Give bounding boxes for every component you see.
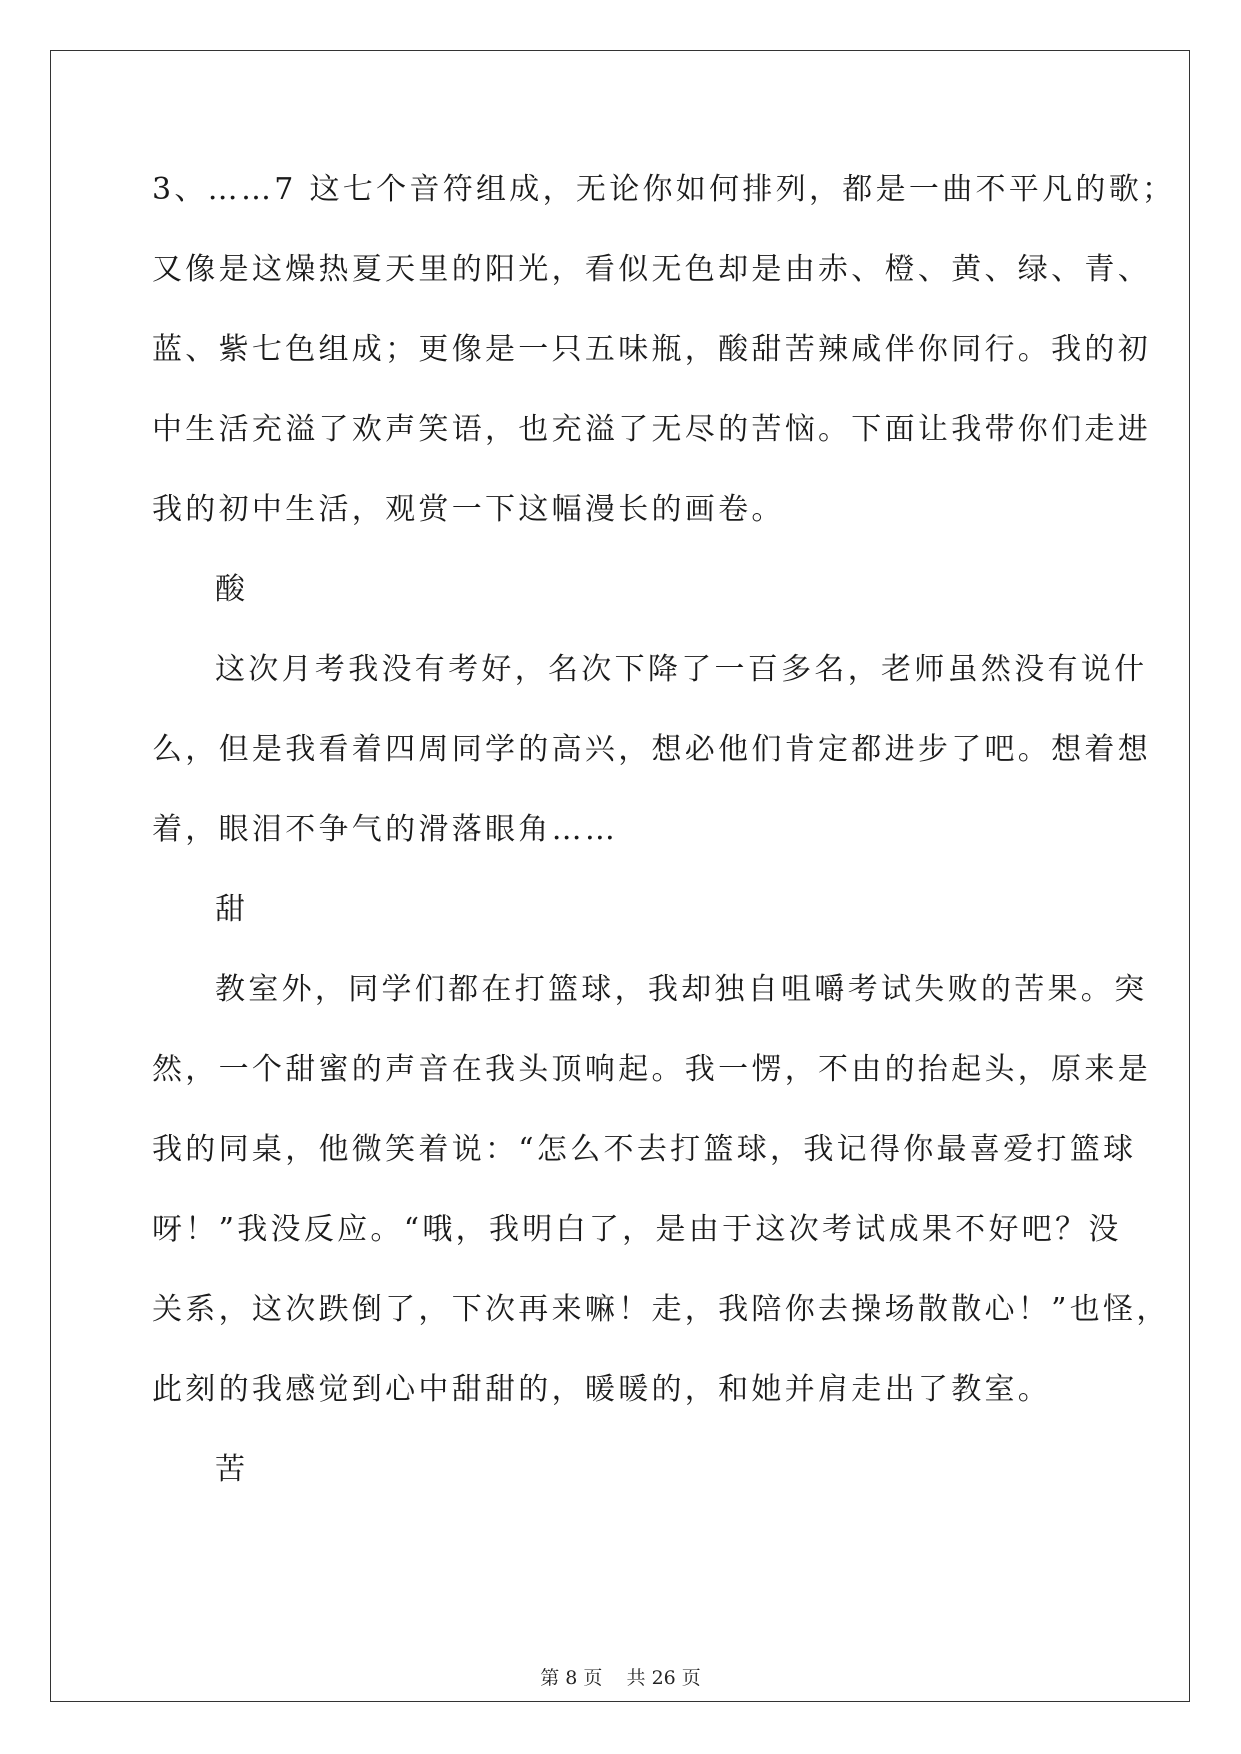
paragraph-line: 关系，这次跌倒了，下次再来嘛！走，我陪你去操场散散心！”也怪， <box>152 1292 1170 1327</box>
paragraph-line: 么，但是我看着四周同学的高兴，想必他们肯定都进步了吧。想着想 <box>152 732 1151 767</box>
paragraph-line: 然，一个甜蜜的声音在我头顶响起。我一愣，不由的抬起头，原来是 <box>152 1052 1151 1087</box>
paragraph-line: 我的同桌，他微笑着说：“怎么不去打篮球，我记得你最喜爱打篮球 <box>152 1132 1137 1167</box>
paragraph-line: 3、……7 这七个音符组成，无论你如何排列，都是一曲不平凡的歌； <box>152 172 1176 207</box>
paragraph-line: 蓝、紫七色组成；更像是一只五味瓶，酸甜苦辣咸伴你同行。我的初 <box>152 332 1151 367</box>
document-body <box>152 165 1176 1525</box>
page-footer <box>0 1666 1241 1690</box>
paragraph-line: 呀！”我没反应。“哦，我明白了，是由于这次考试成果不好吧？没 <box>152 1212 1122 1247</box>
section-heading: 酸 <box>215 572 249 607</box>
section-heading: 甜 <box>215 892 249 927</box>
paragraph-line: 教室外，同学们都在打篮球，我却独自咀嚼考试失败的苦果。突 <box>215 972 1148 1007</box>
section-heading: 苦 <box>215 1452 249 1487</box>
page-total: 共 26 页 <box>626 1667 701 1689</box>
paragraph-line: 中生活充溢了欢声笑语，也充溢了无尽的苦恼。下面让我带你们走进 <box>152 412 1151 447</box>
paragraph-line: 又像是这燥热夏天里的阳光，看似无色却是由赤、橙、黄、绿、青、 <box>152 252 1151 287</box>
paragraph-line: 这次月考我没有考好，名次下降了一百多名，老师虽然没有说什 <box>215 652 1148 687</box>
paragraph-line: 此刻的我感觉到心中甜甜的，暖暖的，和她并肩走出了教室。 <box>152 1372 1052 1407</box>
paragraph-line: 我的初中生活，观赏一下这幅漫长的画卷。 <box>152 492 785 527</box>
page-number: 第 8 页 <box>540 1667 603 1689</box>
paragraph-line: 着，眼泪不争气的滑落眼角…… <box>152 812 619 847</box>
